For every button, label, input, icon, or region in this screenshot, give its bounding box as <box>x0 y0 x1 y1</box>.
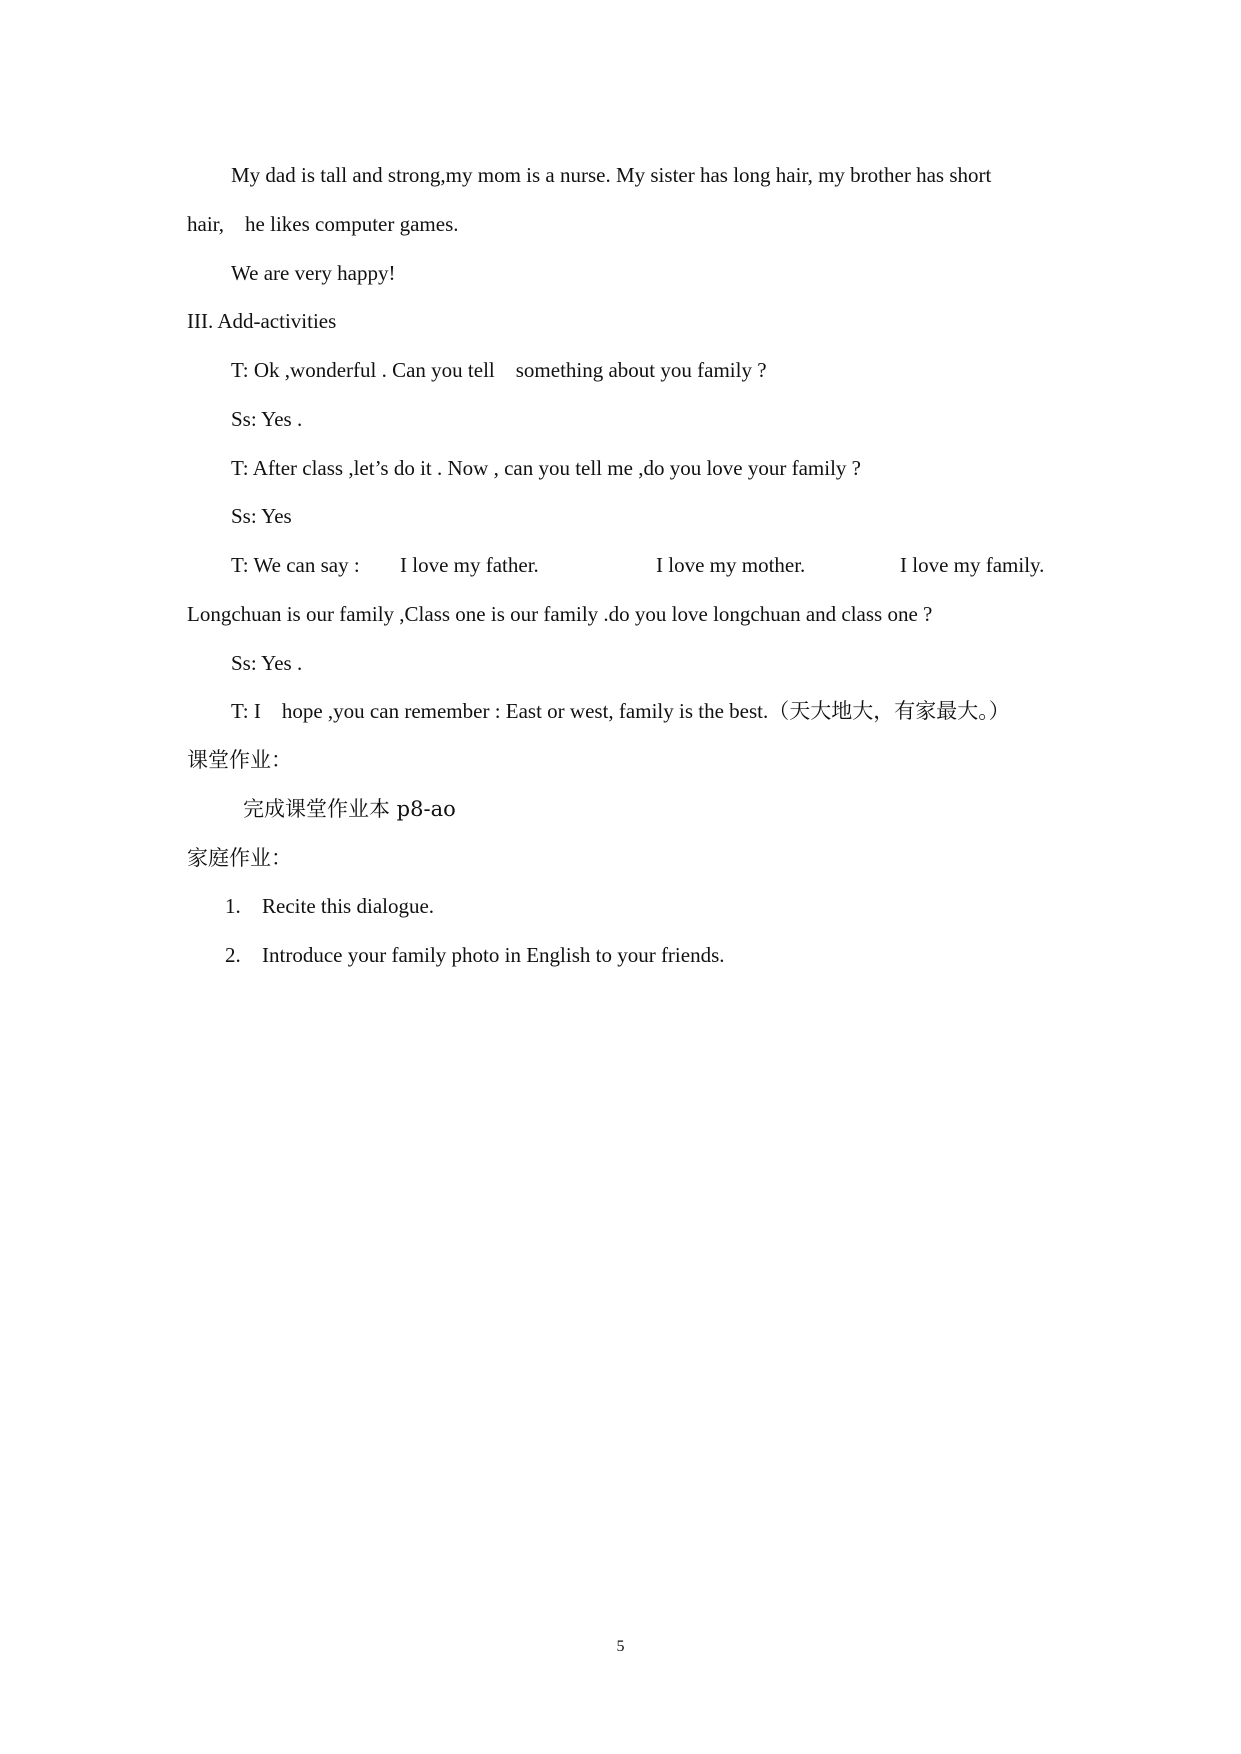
dialogue-line: T: Ok ,wonderful . Can you tell something about you family ? <box>231 358 767 382</box>
we-can-say-item: I love my mother. <box>656 553 806 577</box>
homework-item-text: Introduce your family photo in English to your friends. <box>262 943 725 967</box>
paragraph-family-description-line-2: hair, he likes computer games. <box>187 212 459 236</box>
homework-item-text: Recite this dialogue. <box>262 894 435 918</box>
we-can-say-item: I love my family. <box>900 553 1045 577</box>
dialogue-line: Ss: Yes <box>231 504 292 528</box>
section-heading: III. Add-activities <box>187 309 337 333</box>
longchuan-line: Longchuan is our family ,Class one is our family .do you love longchuan and class one ? <box>187 602 933 626</box>
homework-item-number: 1. <box>225 894 241 918</box>
classwork-heading: 课堂作业： <box>187 748 292 772</box>
homework-item-number: 2. <box>225 943 241 967</box>
classwork-item: 完成课堂作业本 p8-ao <box>243 797 456 821</box>
paragraph-happy: We are very happy! <box>231 261 396 285</box>
homework-heading: 家庭作业： <box>187 846 292 870</box>
dialogue-line: Ss: Yes . <box>231 651 303 675</box>
page-number: 5 <box>616 1638 625 1655</box>
dialogue-line: T: After class ,let’s do it . Now , can you tell me ,do you love your family ? <box>231 456 861 480</box>
paragraph-family-description-line-1: My dad is tall and strong,my mom is a nurse. My sister has long hair, my brother has short <box>231 163 992 187</box>
dialogue-line: Ss: Yes . <box>231 407 303 431</box>
we-can-say-item: I love my father. <box>400 553 539 577</box>
we-can-say-prefix: T: We can say : <box>231 553 360 577</box>
remember-line: T: I hope ,you can remember : East or west, family is the best.（天大地大，有家最大。） <box>231 699 1010 723</box>
